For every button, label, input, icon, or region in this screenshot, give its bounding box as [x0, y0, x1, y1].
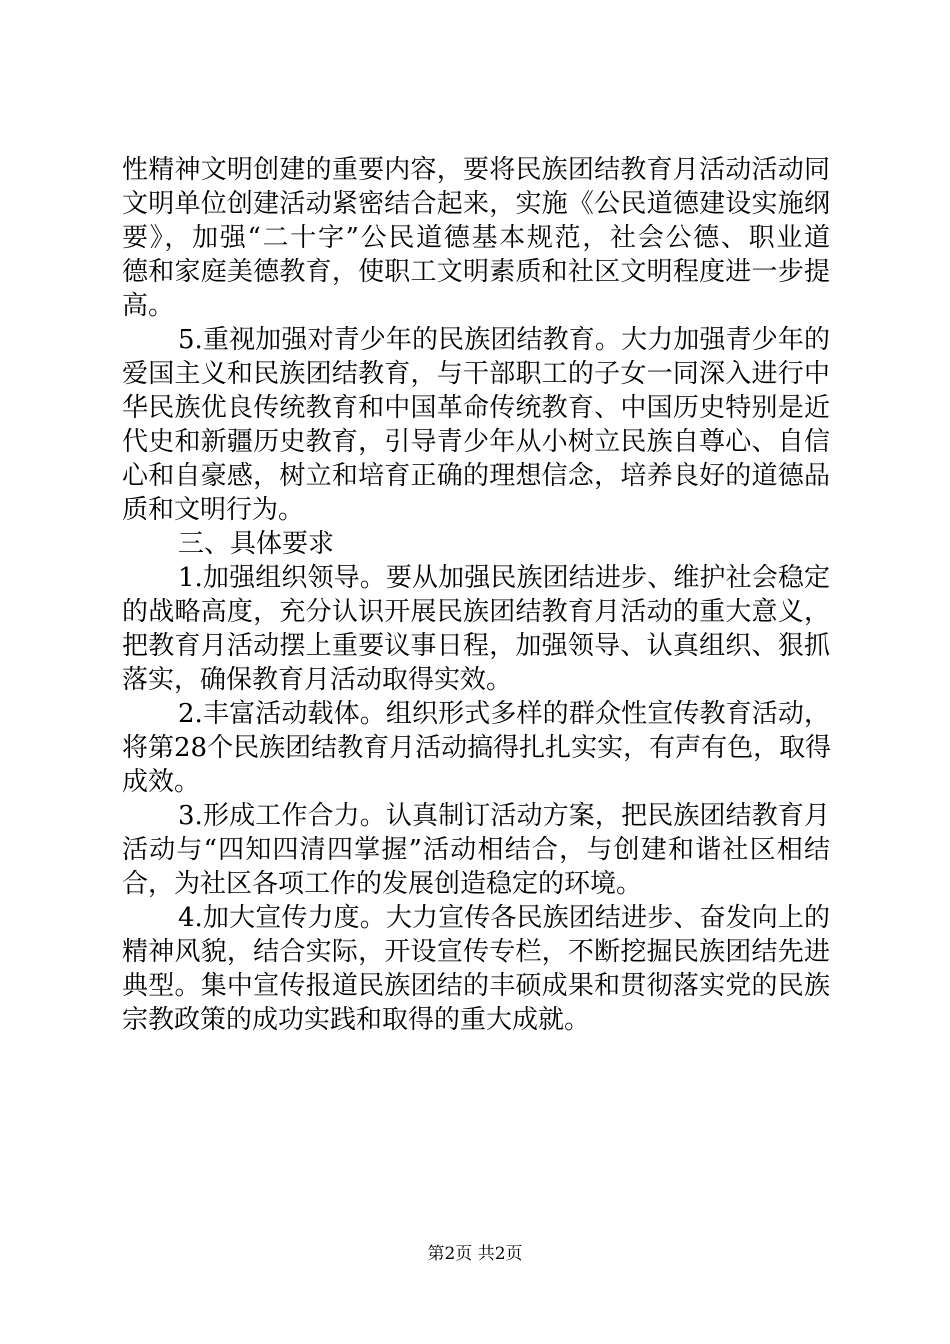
page-footer: 第2页 共2页: [427, 1244, 523, 1264]
text-line: 落实，确保教育月活动取得实效。: [122, 665, 513, 695]
text-line: 精神风貌，结合实际，开设宣传专栏，不断挖掘民族团结先进: [122, 937, 830, 967]
text-line: 要》，加强“二十字”公民道德基本规范，社会公德、职业道: [122, 223, 830, 253]
text-line: 华民族优良传统教育和中国革命传统教育、中国历史特别是近: [122, 393, 830, 423]
text-line: 代史和新疆历史教育，引导青少年从小树立民族自尊心、自信: [122, 427, 830, 457]
text-line: 的战略高度，充分认识开展民族团结教育月活动的重大意义，: [122, 597, 830, 627]
text-line: 典型。集中宣传报道民族团结的丰硕成果和贯彻落实党的民族: [122, 971, 830, 1001]
text-line: 将第28个民族团结教育月活动搞得扎扎实实，有声有色，取得: [122, 733, 832, 763]
text-line: 合，为社区各项工作的发展创造稳定的环境。: [122, 869, 643, 899]
text-line: 宗教政策的成功实践和取得的重大成就。: [122, 1005, 591, 1035]
document-body: [122, 153, 830, 1037]
text-line: 2.丰富活动载体。组织形式多样的群众性宣传教育活动，: [178, 699, 830, 729]
text-line: 爱国主义和民族团结教育，与干部职工的子女一同深入进行中: [122, 359, 830, 389]
text-line: 成效。: [122, 767, 201, 797]
text-line: 3.形成工作合力。认真制订活动方案，把民族团结教育月: [178, 801, 830, 831]
text-line: 高。: [122, 291, 175, 321]
text-line: 心和自豪感，树立和培育正确的理想信念，培养良好的道德品: [122, 461, 830, 491]
text-line: 活动与“四知四清四掌握”活动相结合，与创建和谐社区相结: [122, 835, 830, 865]
text-line: 4.加大宣传力度。大力宣传各民族团结进步、奋发向上的: [178, 903, 830, 933]
text-line: 1.加强组织领导。要从加强民族团结进步、维护社会稳定: [178, 563, 830, 593]
text-line: 把教育月活动摆上重要议事日程，加强领导、认真组织、狠抓: [122, 631, 830, 661]
text-line: 性精神文明创建的重要内容，要将民族团结教育月活动活动同: [122, 155, 830, 185]
text-line: 5.重视加强对青少年的民族团结教育。大力加强青少年的: [178, 325, 830, 355]
text-line: 三、具体要求: [178, 529, 335, 559]
text-line: 文明单位创建活动紧密结合起来，实施《公民道德建设实施纲: [122, 189, 830, 219]
text-line: 德和家庭美德教育，使职工文明素质和社区文明程度进一步提: [122, 257, 830, 287]
text-line: 质和文明行为。: [122, 495, 305, 525]
